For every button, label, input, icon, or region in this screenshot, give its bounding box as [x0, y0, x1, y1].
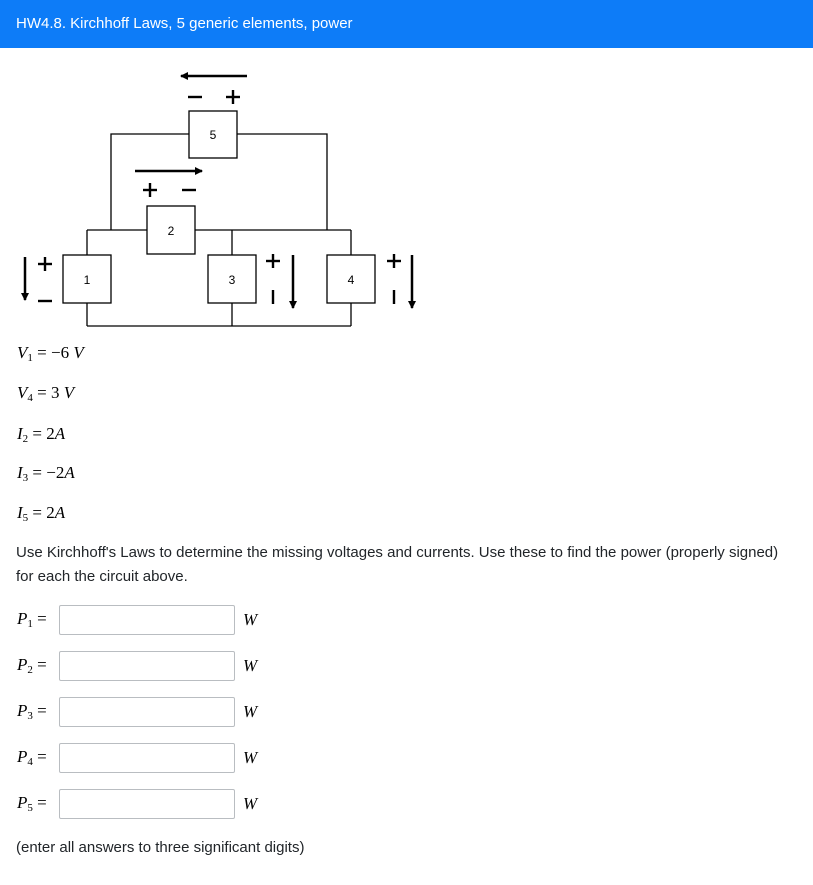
given-i5: $I_5 = 2A$ — [17, 503, 66, 524]
given-i2: $I_2 = 2A$ — [17, 424, 66, 445]
p2-unit: W — [243, 656, 258, 675]
p1-label: $P_1$ = — [17, 609, 47, 630]
element-2 — [147, 206, 195, 254]
element-4-label: 4 — [347, 273, 355, 287]
element-4-polarity — [387, 254, 401, 304]
element-1 — [63, 255, 111, 303]
given-v1: $V_1 = -6$ V — [17, 343, 84, 364]
element-5 — [189, 111, 237, 158]
p5-unit: W — [243, 794, 258, 813]
p3-label: $P_3$ = — [17, 701, 47, 722]
element-4 — [327, 255, 375, 303]
given-i3: $I_3 = -2A$ — [17, 463, 75, 484]
p5-label: $P_5$ = — [17, 793, 47, 814]
element-5-polarity — [188, 90, 240, 104]
given-v4: $V_4 = 3$ V — [17, 383, 75, 404]
p2-input[interactable] — [59, 651, 235, 681]
p3-input[interactable] — [59, 697, 235, 727]
p4-unit: W — [243, 748, 258, 767]
element-3-polarity — [266, 254, 280, 304]
element-1-label: 1 — [83, 273, 91, 287]
element-5-label: 5 — [209, 128, 217, 142]
element-1-polarity — [38, 257, 52, 301]
element-3 — [208, 255, 256, 303]
element-3-label: 3 — [228, 273, 236, 287]
p4-input[interactable] — [59, 743, 235, 773]
p4-label: $P_4$ = — [17, 747, 47, 768]
page-title: HW4.8. Kirchhoff Laws, 5 generic elements, power — [16, 15, 353, 32]
p1-unit: W — [243, 610, 258, 629]
instructions-text: Use Kirchhoff's Laws to determine the missing voltages and currents. Use these to find the power (properly signed) for each the circuit above. — [16, 544, 779, 585]
circuit-diagram — [0, 48, 813, 338]
p5-input[interactable] — [59, 789, 235, 819]
p2-label: $P_2$ = — [17, 655, 47, 676]
element-2-label: 2 — [167, 224, 175, 238]
page-header — [0, 0, 813, 48]
p1-input[interactable] — [59, 605, 235, 635]
element-2-polarity — [143, 183, 196, 197]
p3-unit: W — [243, 702, 258, 721]
footnote-text: (enter all answers to three significant digits) — [16, 839, 305, 856]
